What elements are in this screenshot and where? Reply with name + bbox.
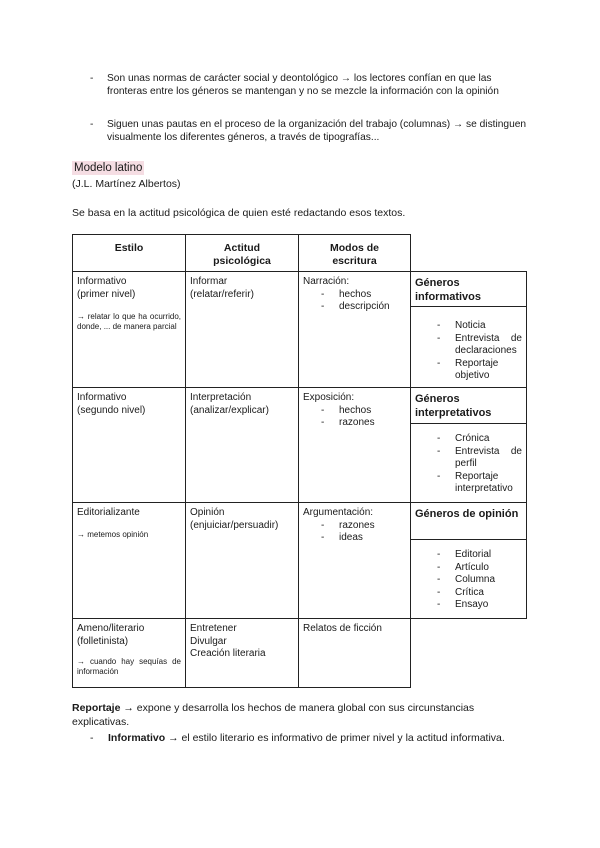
section-intro: Se basa en la actitud psicológica de quien esté redactando esos textos. [72,207,406,219]
row3-genero-title: Géneros de opinión [410,502,527,540]
reportaje-sub-text: → el estilo literario es informativo de primer nivel y la actitud informativa. [165,732,505,744]
row1-estilo-note: → relatar lo que ha ocurrido, donde, ... de manera parcial [77,312,181,331]
list-item: - Editorial [415,549,522,562]
row2-actitud [185,387,299,503]
row2-modo-title: Exposición: [303,392,355,403]
row4-actitud-line1: Entretener [190,623,237,634]
bullet-text: Son unas normas de carácter social y deontológico → los lectores confían en que las fronteras entre los géneros se mantengan y no se mezcle la información con la opinión [107,73,499,97]
bullet-text: Siguen unas pautas en el proceso de la organización del trabajo (columnas) → se distinguen visualmente los diferentes géneros, a través de tipografías... [107,119,527,143]
row1-modo-title: Narración: [303,276,350,287]
row3-modo-title: Argumentación: [303,507,374,518]
row4-estilo-line2: (folletinista) [77,635,129,647]
reportaje-subitem-text [108,731,510,745]
row4-modo-title: Relatos de ficción [303,623,382,634]
bullet-item [90,72,530,98]
list-item: - Columna [415,574,522,587]
list-item: - Entrevista de perfil [415,446,522,471]
row3-estilo-note: → metemos opinión [77,529,149,539]
row2-estilo [72,387,186,503]
row4-actitud [185,618,299,688]
header-actitud [185,234,299,272]
row2-modo [298,387,411,503]
header-modos [298,234,411,272]
row3-actitud-line1: Opinión [190,507,225,518]
list-item: - hechos [303,289,406,302]
list-item: - razones [303,417,406,430]
row4-estilo [72,618,186,688]
reportaje-paragraph [72,701,512,729]
reportaje-term: Reportaje [72,702,121,714]
section-title: Modelo latino [74,162,143,174]
list-item: - Artículo [415,562,522,575]
list-item: - razones [303,520,406,533]
reportaje-sub-term: Informativo [108,732,166,744]
row1-actitud-line1: Informar [190,276,228,287]
row2-actitud-line1: Interpretación [190,392,252,403]
row1-actitud [185,271,299,388]
bullet-dash: - [90,732,94,744]
list-item: - Entrevista de declaraciones [415,333,522,358]
list-item: - Reportaje interpretativo [415,471,522,496]
bullet-dash: - [90,73,94,84]
row1-modo [298,271,411,388]
row2-genero-list [410,423,527,503]
list-item: - Crónica [415,433,522,446]
row4-actitud-line2: Divulgar [190,635,227,647]
row3-estilo [72,502,186,619]
row2-estilo-line1: Informativo [77,392,127,403]
list-item: - hechos [303,405,406,418]
row1-estilo-line2: (primer nivel) [77,288,136,300]
row2-actitud-line2: (analizar/explicar) [190,404,269,416]
row3-estilo-line1: Editorializante [77,507,140,518]
row1-estilo-line1: Informativo [77,276,127,287]
row1-estilo [72,271,186,388]
row4-estilo-note: → cuando hay sequías de información [77,657,181,676]
row3-actitud [185,502,299,619]
row2-estilo-line2: (segundo nivel) [77,404,146,416]
list-item: - ideas [303,532,406,545]
row3-genero-list [410,539,527,619]
row3-modo [298,502,411,619]
list-item: - Ensayo [415,599,522,612]
list-item: - Noticia [415,320,522,333]
row3-actitud-line2: (enjuiciar/persuadir) [190,519,279,531]
list-item: - Crítica [415,587,522,600]
header-actitud-text: Actitud psicológica [213,242,271,267]
header-estilo: Estilo [72,234,186,272]
list-item: - Reportaje objetivo [415,358,522,383]
header-modos-text: Modos de escritura [330,242,379,267]
reportaje-text: → expone y desarrolla los hechos de manera global con sus circunstancias explicativas. [72,702,475,728]
list-item: - descripción [303,301,406,314]
row4-modo [298,618,411,688]
row2-genero-title: Géneros interpretativos [410,387,527,424]
reportaje-subitem [90,731,510,745]
row1-actitud-line2: (relatar/referir) [190,288,254,300]
bullet-dash: - [90,119,94,130]
bullet-item [90,118,530,144]
row1-genero-list [410,306,527,388]
row4-actitud-line3: Creación literaria [190,648,266,659]
section-author: (J.L. Martínez Albertos) [72,178,181,190]
row1-genero-title: Géneros informativos [410,271,527,307]
row4-estilo-line1: Ameno/literario [77,623,145,634]
